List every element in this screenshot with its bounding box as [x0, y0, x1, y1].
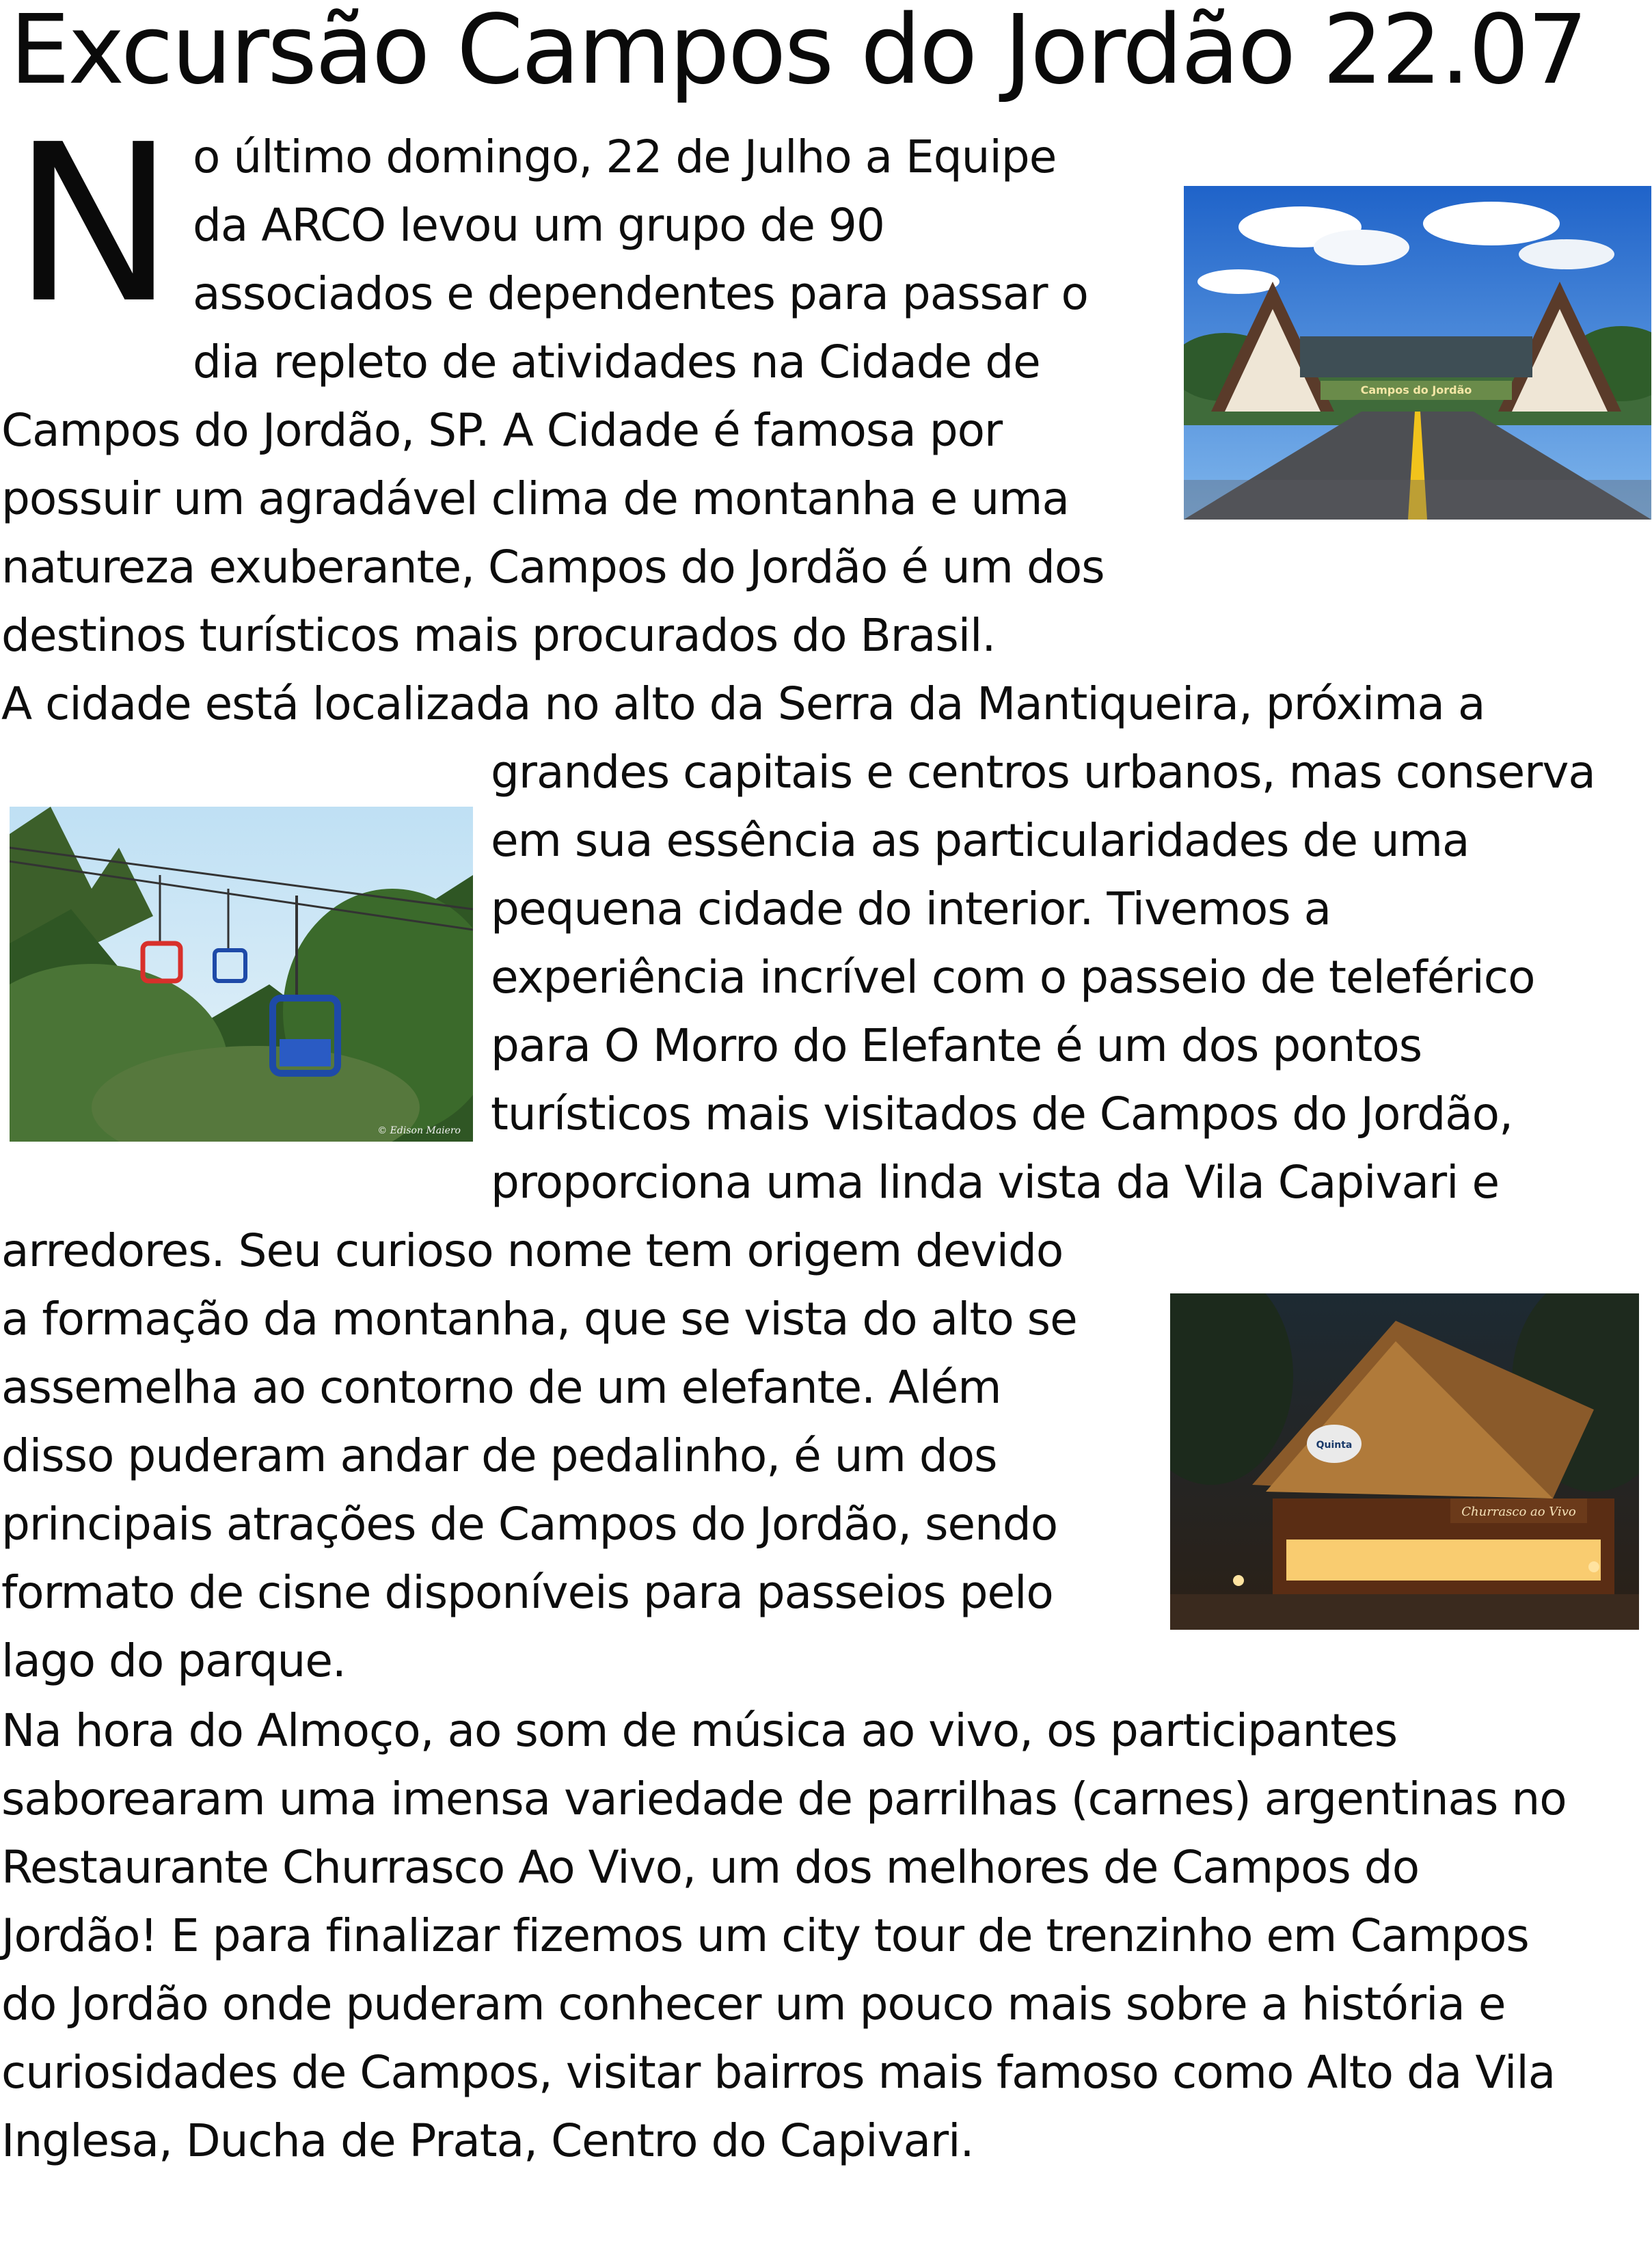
text-line: lago do parque.: [1, 1635, 346, 1687]
text-line: saborearam uma imensa variedade de parrilhas (carnes) argentinas no: [1, 1773, 1567, 1825]
text-line: Inglesa, Ducha de Prata, Centro do Capivari.: [1, 2114, 974, 2167]
text-line: dia repleto de atividades na Cidade de: [193, 336, 1040, 388]
text-line: turísticos mais visitados de Campos do Jordão,: [491, 1088, 1513, 1140]
restaurant-sign-text: Churrasco ao Vivo: [1461, 1505, 1576, 1519]
text-line: do Jordão onde puderam conhecer um pouco mais sobre a história e: [1, 1978, 1506, 2030]
portal-sign-text: Campos do Jordão: [1360, 384, 1472, 396]
text-line: a formação da montanha, que se vista do alto se: [1, 1293, 1077, 1345]
text-line: proporciona uma linda vista da Vila Capivari e: [491, 1156, 1500, 1209]
text-line: pequena cidade do interior. Tivemos a: [491, 883, 1331, 935]
text-line: para O Morro do Elefante é um dos pontos: [491, 1019, 1422, 1072]
text-line: A cidade está localizada no alto da Serra da Mantiqueira, próxima a: [1, 677, 1485, 730]
text-line: disso puderam andar de pedalinho, é um dos: [1, 1429, 997, 1482]
text-line: experiência incrível com o passeio de teleférico: [491, 951, 1535, 1004]
text-line: possuir um agradável clima de montanha e uma: [1, 472, 1069, 525]
text-line: em sua essência as particularidades de uma: [491, 814, 1470, 867]
oval-sign-text: Quinta: [1316, 1440, 1353, 1451]
text-line: o último domingo, 22 de Julho a Equipe: [193, 131, 1057, 183]
text-line: destinos turísticos mais procurados do Brasil.: [1, 609, 996, 662]
photo-watermark: © Edison Maiero: [377, 1125, 461, 1136]
text-line: Restaurante Churrasco Ao Vivo, um dos melhores de Campos do: [1, 1841, 1420, 1894]
text-line: arredores. Seu curioso nome tem origem devido: [1, 1224, 1064, 1277]
text-line: Campos do Jordão, SP. A Cidade é famosa por: [1, 404, 1003, 457]
page-title: Excursão Campos do Jordão 22.07: [10, 0, 1586, 106]
cable-car-photo: [10, 807, 473, 1142]
campos-do-jordao-portal-photo: [1184, 186, 1651, 520]
restaurant-churrasco-photo: [1170, 1293, 1639, 1630]
text-line: formato de cisne disponíveis para passeios pelo: [1, 1566, 1053, 1619]
text-line: assemelha ao contorno de um elefante. Além: [1, 1361, 1001, 1414]
text-line: Na hora do Almoço, ao som de música ao vivo, os participantes: [1, 1704, 1398, 1757]
text-line: curiosidades de Campos, visitar bairros mais famoso como Alto da Vila: [1, 2046, 1556, 2099]
text-line: associados e dependentes para passar o: [193, 267, 1088, 320]
text-line: da ARCO levou um grupo de 90: [193, 199, 884, 252]
text-line: principais atrações de Campos do Jordão, sendo: [1, 1498, 1058, 1550]
text-line: natureza exuberante, Campos do Jordão é um dos: [1, 541, 1105, 593]
text-line: Jordão! E para finalizar fizemos um city tour de trenzinho em Campos: [1, 1909, 1529, 1962]
text-line: grandes capitais e centros urbanos, mas conserva: [491, 746, 1595, 798]
drop-cap-letter: N: [12, 98, 175, 351]
